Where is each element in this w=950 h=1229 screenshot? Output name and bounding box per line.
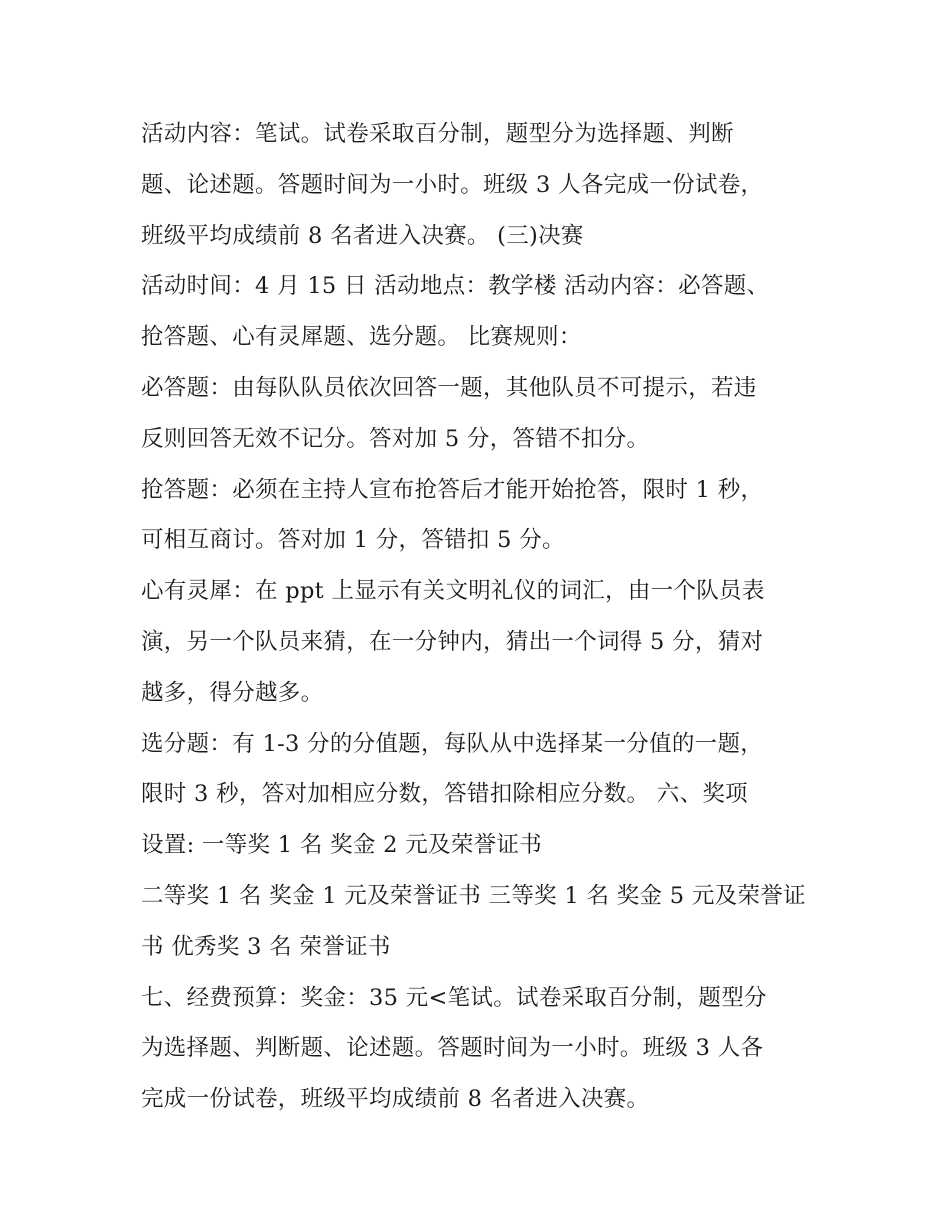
text-line: 七、经费预算：奖金：35 元<笔试。试卷采取百分制，题型分 bbox=[141, 984, 767, 1011]
text-line: 越多，得分越多。 bbox=[141, 679, 324, 706]
text-line: 演，另一个队员来猜，在一分钟内，猜出一个词得 5 分，猜对 bbox=[141, 628, 764, 655]
text-line: 抢答题：必须在主持人宣布抢答后才能开始抢答，限时 1 秒， bbox=[141, 476, 764, 503]
text-line: 活动内容：笔试。试卷采取百分制，题型分为选择题、判断 bbox=[141, 121, 734, 147]
text-line: 班级平均成绩前 8 名者进入决赛。 (三)决赛 bbox=[141, 222, 584, 249]
document-body bbox=[141, 109, 821, 1125]
text-line: 题、论述题。答题时间为一小时。班级 3 人各完成一份试卷， bbox=[141, 171, 764, 198]
text-line: 必答题：由每队队员依次回答一题，其他队员不可提示，若违 bbox=[141, 374, 757, 401]
text-line: 完成一份试卷，班级平均成绩前 8 名者进入决赛。 bbox=[141, 1086, 650, 1113]
text-line: 抢答题、心有灵犀题、选分题。 比赛规则： bbox=[141, 324, 582, 351]
text-line: 设置: 一等奖 1 名 奖金 2 元及荣誉证书 bbox=[141, 832, 543, 859]
text-line: 书 优秀奖 3 名 荣誉证书 bbox=[141, 933, 391, 960]
text-line: 选分题：有 1-3 分的分值题，每队从中选择某一分值的一题， bbox=[141, 730, 764, 757]
text-line: 活动时间：4 月 15 日 活动地点：教学楼 活动内容：必答题、 bbox=[141, 273, 770, 300]
text-line: 心有灵犀：在 ppt 上显示有关文明礼仪的词汇，由一个队员表 bbox=[141, 578, 765, 605]
text-line: 为选择题、判断题、论述题。答题时间为一小时。班级 3 人各 bbox=[141, 1035, 764, 1062]
text-line: 二等奖 1 名 奖金 1 元及荣誉证书 三等奖 1 名 奖金 5 元及荣誉证 bbox=[141, 882, 806, 909]
text-line: 可相互商讨。答对加 1 分，答错扣 5 分。 bbox=[141, 527, 565, 554]
text-line: 限时 3 秒，答对加相应分数，答错扣除相应分数。 六、奖项 bbox=[141, 781, 748, 808]
text-line: 反则回答无效不记分。答对加 5 分，答错不扣分。 bbox=[141, 425, 650, 452]
